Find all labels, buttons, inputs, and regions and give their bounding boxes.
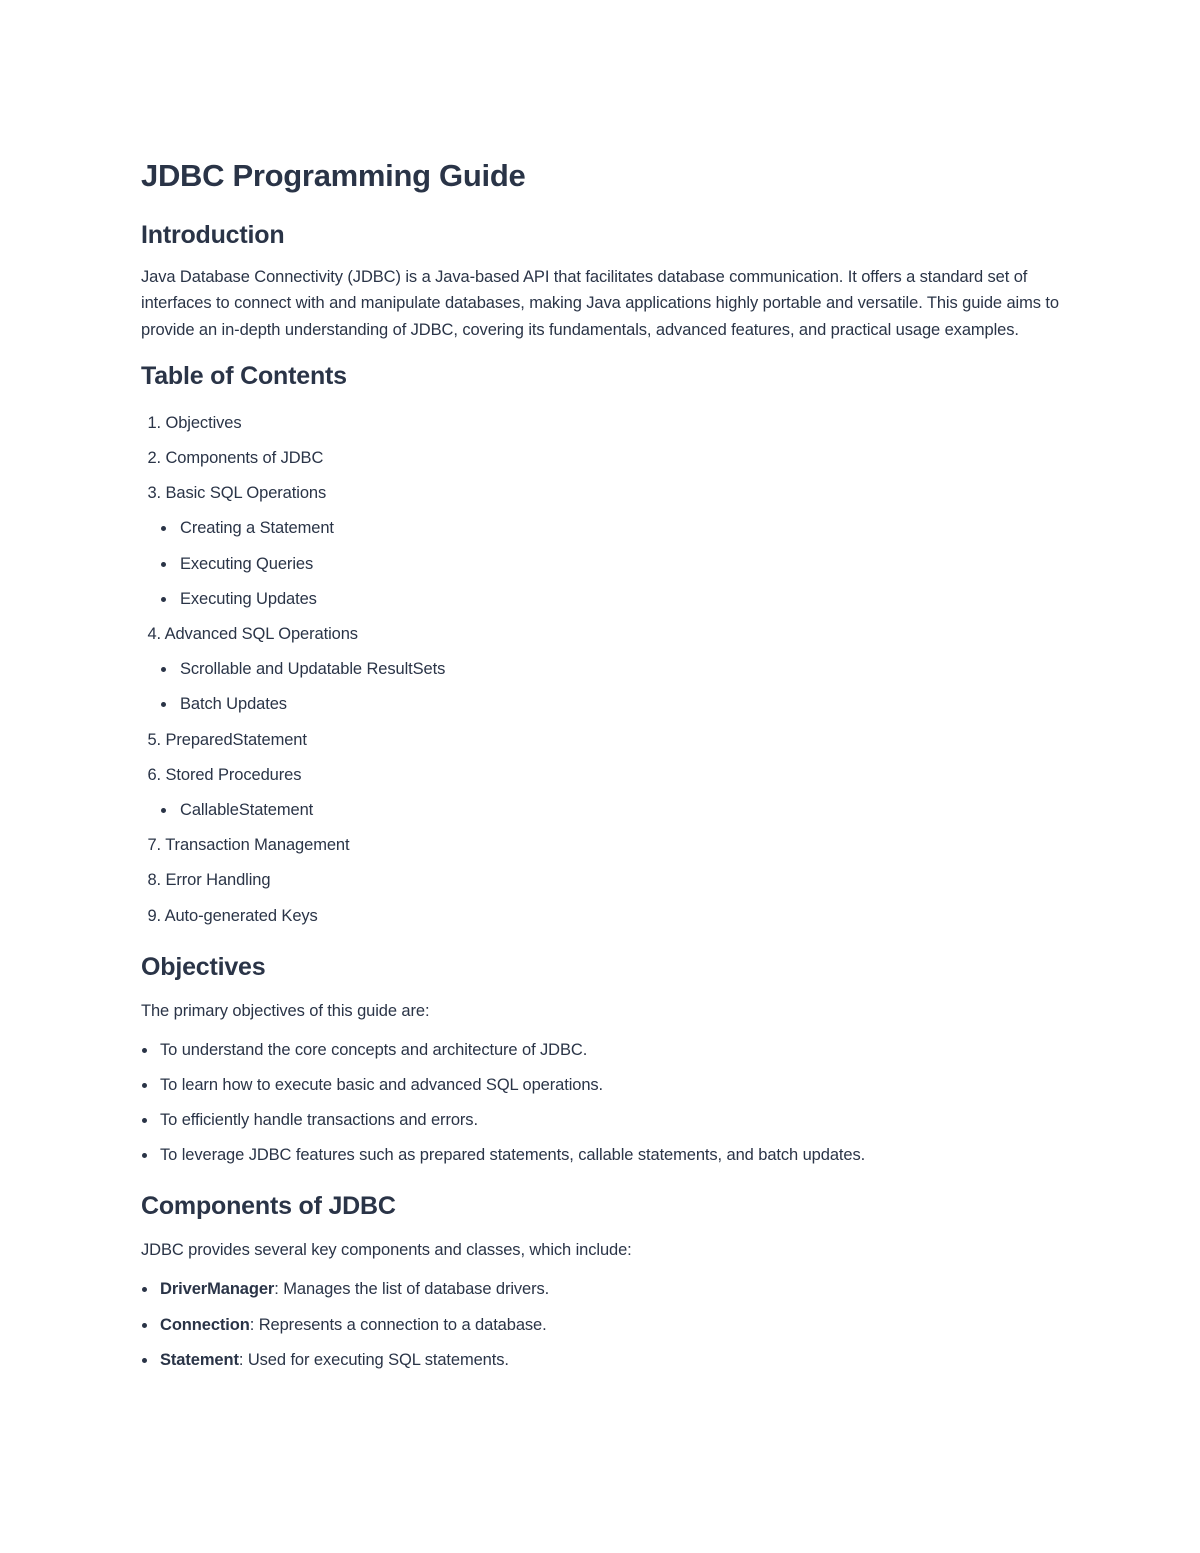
list-item: To understand the core concepts and architecture of JDBC. — [141, 1033, 1061, 1068]
toc-item-transaction-management: 7. Transaction Management — [147, 836, 350, 855]
components-heading: Components of JDBC — [141, 1192, 396, 1221]
toc-subitem: Executing Queries — [141, 547, 1061, 582]
bullet-icon — [142, 1118, 147, 1123]
toc-subitem: Batch Updates — [141, 687, 1061, 722]
components-lead: JDBC provides several key components and classes, which include: — [141, 1241, 632, 1260]
list-item: Statement: Used for executing SQL statements. — [141, 1343, 1061, 1378]
toc-heading: Table of Contents — [141, 361, 347, 390]
toc-item-auto-generated-keys: 9. Auto-generated Keys — [147, 906, 318, 925]
toc-item-stored-procedures: 6. Stored Procedures — [147, 765, 302, 784]
toc-item-basic-sql: 3. Basic SQL Operations — [147, 484, 327, 503]
toc-item-components: 2. Components of JDBC — [147, 449, 324, 468]
bullet-icon — [142, 1083, 147, 1088]
bullet-icon — [161, 667, 166, 672]
objectives-list — [141, 1033, 1061, 1174]
toc-item-error-handling: 8. Error Handling — [147, 871, 271, 890]
list-item: DriverManager: Manages the list of database drivers. — [141, 1272, 1061, 1307]
toc-subitem: Executing Updates — [141, 582, 1061, 617]
objectives-lead: The primary objectives of this guide are: — [141, 1001, 430, 1020]
bullet-icon — [161, 562, 166, 567]
introduction-heading: Introduction — [141, 221, 285, 249]
bullet-icon — [142, 1358, 147, 1363]
page-title: JDBC Programming Guide — [141, 158, 526, 193]
toc-subitem: CallableStatement — [141, 793, 1061, 828]
toc-item-prepared-statement: 5. PreparedStatement — [147, 730, 307, 749]
list-item: To leverage JDBC features such as prepared statements, callable statements, and batch updates. — [141, 1138, 1061, 1173]
components-list — [141, 1272, 1061, 1378]
introduction-paragraph: Java Database Connectivity (JDBC) is a Java-based API that facilitates database communication. It offers a standard set of interfaces to connect with and manipulate databases, making Java applications highly portable and versatile. This guide aims to provide an in-depth understanding of JDBC, covering its fundamentals, advanced features, and practical usage examples. — [141, 268, 1059, 339]
objectives-heading: Objectives — [141, 952, 266, 981]
bullet-icon — [161, 702, 166, 707]
toc-item-advanced-sql: 4. Advanced SQL Operations — [147, 625, 358, 644]
component-term: DriverManager — [160, 1280, 275, 1299]
document-page — [141, 150, 1061, 1378]
toc-item-objectives: 1. Objectives — [147, 413, 242, 432]
bullet-icon — [161, 526, 166, 531]
toc-subitem: Scrollable and Updatable ResultSets — [141, 652, 1061, 687]
list-item: To efficiently handle transactions and errors. — [141, 1103, 1061, 1138]
bullet-icon — [161, 808, 166, 813]
bullet-icon — [142, 1048, 147, 1053]
toc-subitem: Creating a Statement — [141, 511, 1061, 546]
component-term: Connection — [160, 1315, 250, 1334]
component-term: Statement — [160, 1350, 239, 1369]
toc-list — [141, 406, 1061, 934]
bullet-icon — [161, 597, 166, 602]
bullet-icon — [142, 1153, 147, 1158]
list-item: To learn how to execute basic and advanced SQL operations. — [141, 1068, 1061, 1103]
bullet-icon — [142, 1287, 147, 1292]
list-item: Connection: Represents a connection to a database. — [141, 1308, 1061, 1343]
bullet-icon — [142, 1323, 147, 1328]
